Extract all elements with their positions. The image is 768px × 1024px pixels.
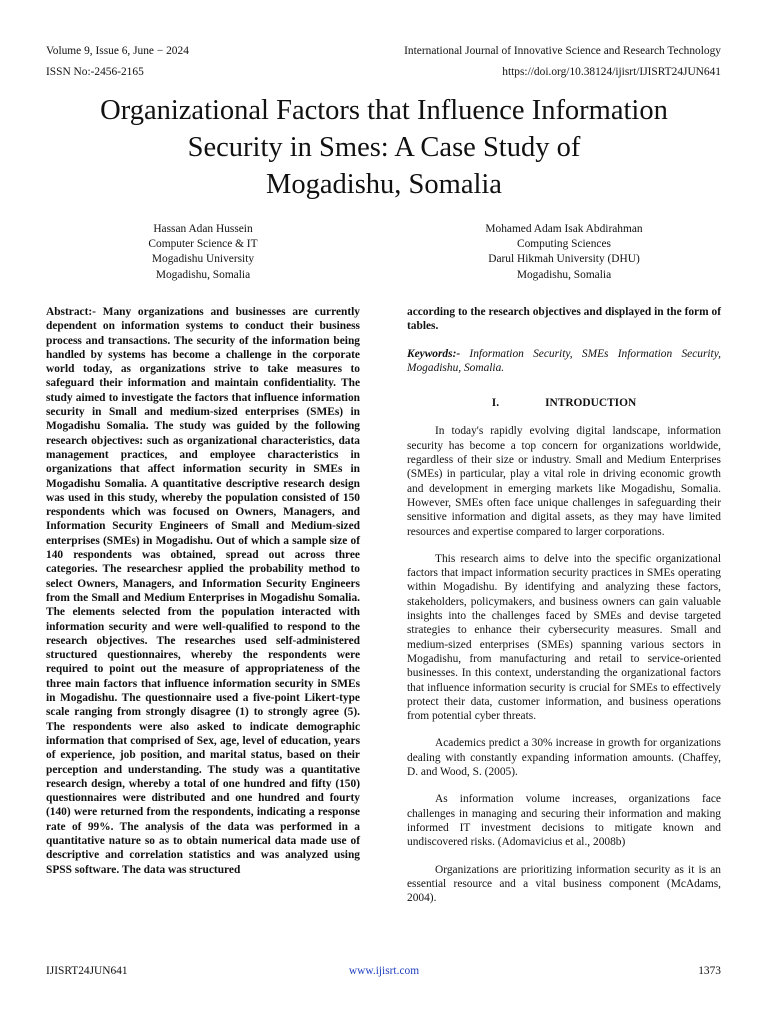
volume-info: Volume 9, Issue 6, June − 2024	[46, 45, 189, 57]
left-column	[46, 305, 360, 877]
author-university: Mogadishu University	[151, 253, 255, 266]
keywords	[407, 347, 721, 376]
title-line: Mogadishu, Somalia	[266, 169, 502, 200]
author-block-1	[103, 222, 303, 283]
author-location: Mogadishu, Somalia	[155, 268, 251, 281]
title-line: Organizational Factors that Influence Information	[100, 95, 668, 126]
keywords-label: Keywords:-	[407, 347, 461, 360]
author-name: Mohamed Adam Isak Abdirahman	[485, 223, 643, 235]
author-university: Darul Hikmah University (DHU)	[488, 253, 640, 266]
paper-id: IJISRT24JUN641	[46, 965, 128, 977]
author-block-2	[444, 222, 684, 283]
paragraph: Organizations are prioritizing information security as it is an essential resource and a vital business component (McAdams, 2004).	[407, 863, 721, 905]
abstract-label: Abstract:-	[46, 306, 96, 318]
section-heading	[407, 396, 721, 410]
doi-link[interactable]: https://doi.org/10.38124/ijisrt/IJISRT24JUN641	[502, 66, 721, 78]
right-column	[407, 305, 721, 905]
page-number: 1373	[698, 965, 721, 977]
paragraph: Academics predict a 30% increase in growth for organizations dealing with constantly expanding information amounts. (Chaffey, D. and Wood, S. (2005).	[407, 737, 721, 779]
section-title: INTRODUCTION	[545, 397, 637, 410]
paper-title	[40, 92, 728, 203]
paragraph: This research aims to delve into the specific organizational factors that impact information security practices in SMEs operating within Mogadishu. By identifying and analyzing these factors, stakeholders, policymakers, and business owners can gain valuable insights into the challenges faced by SMEs and devise targeted strategies to enhance their cybersecurity measures. Small and medium-sized enterprises (SMEs) spanning various sectors in Mogadishu, from manufacturing and retail to service-oriented businesses. In this context, understanding the organizational factors that influence information security is crucial for SMEs to effectively protect their data, customer information, and business operations from potential cyber threats.	[407, 552, 721, 723]
abstract-continuation: according to the research objectives and displayed in the form of tables.	[407, 306, 721, 333]
paragraph: In today's rapidly evolving digital landscape, information security has become a top concern for organizations worldwide, regardless of their size or industry. Small and Medium Enterprises (SMEs) in particular, play a vital role in driving economic growth and development in emerging markets like Mogadishu, Somalia. However, SMEs often face unique challenges in safeguarding their sensitive information and digital assets, as they may have limited resources and expertise compared to larger corporations.	[407, 425, 721, 538]
paragraph: As information volume increases, organizations face challenges in managing and securing their information and making informed IT investment decisions to mitigate known and undiscovered risks. (Adomavicius et al., 2008b)	[407, 793, 721, 849]
keywords-text: Information Security, SMEs Information Security, Mogadishu, Somalia.	[407, 347, 721, 374]
abstract	[46, 305, 360, 877]
section-number: I.	[491, 397, 500, 410]
journal-name: International Journal of Innovative Science and Research Technology	[404, 45, 721, 57]
title-line: Security in Smes: A Case Study of	[187, 132, 581, 163]
website-link[interactable]: www.ijisrt.com	[348, 965, 420, 977]
abstract-text: Many organizations and businesses are currently dependent on information systems to conduct their business process and transactions. The security of the information being handled by systems has become a challenge in the corporate world today, as organizations strive to take measures to safeguard their information and maintain confidentiality. The study aimed to investigate the factors that influence information security in Small and medium-sized enterprises (SMEs) in Mogadishu Somalia. The study was guided by the following research objectives: such as organizational characteristics, data management practices, and employee characteristics in organizations that affect information security in SMEs in Mogadishu Somalia. A quantitative descriptive research design was used in this study, whereby the population consisted of 150 respondents which was focused on Owners, Managers, and Information Security Engineers of Small and Medium-sized enterprises (SMEs) in Mogadishu. Out of which a sample size of 140 respondents was obtained, spread out across three categories. The researchesr applied the probability method to select Owners, Managers, and Information Security Engineers from the Small and Medium Enterprises in Mogadishu Somalia. The elements selected from the population interacted with information security and were well-qualified to respond to the research objectives. The researches used self-administered structured questionnaires, whereby the respondents were required to point out the measure of appropriateness of the three main factors that influence information security in SMEs in Mogadishu. The questionnaire used a five-point Likert-type scale ranging from strongly disagree (1) to strongly agree (5). The respondents were also asked to indicate demographic information that comprised of Sex, age, level of education, years of experience, job position, and marital status, based on their perception and understanding. The study was a quantitative research design, whereby a total of one hundred and fifty (150) questionnaires were distributed and one hundred and fourty (140) were returned from the respondents, indicating a response rate of 99%. The analysis of the data was performed in a quantitative nature so as to obtain numerical data made use of descriptive and correlation statistics and was analyzed using SPSS software. The data was structured	[46, 306, 360, 876]
author-name: Hassan Adan Hussein	[153, 223, 253, 235]
author-department: Computing Sciences	[517, 238, 611, 251]
author-location: Mogadishu, Somalia	[516, 268, 612, 281]
author-department: Computer Science & IT	[148, 238, 258, 251]
issn: ISSN No:-2456-2165	[46, 66, 144, 78]
